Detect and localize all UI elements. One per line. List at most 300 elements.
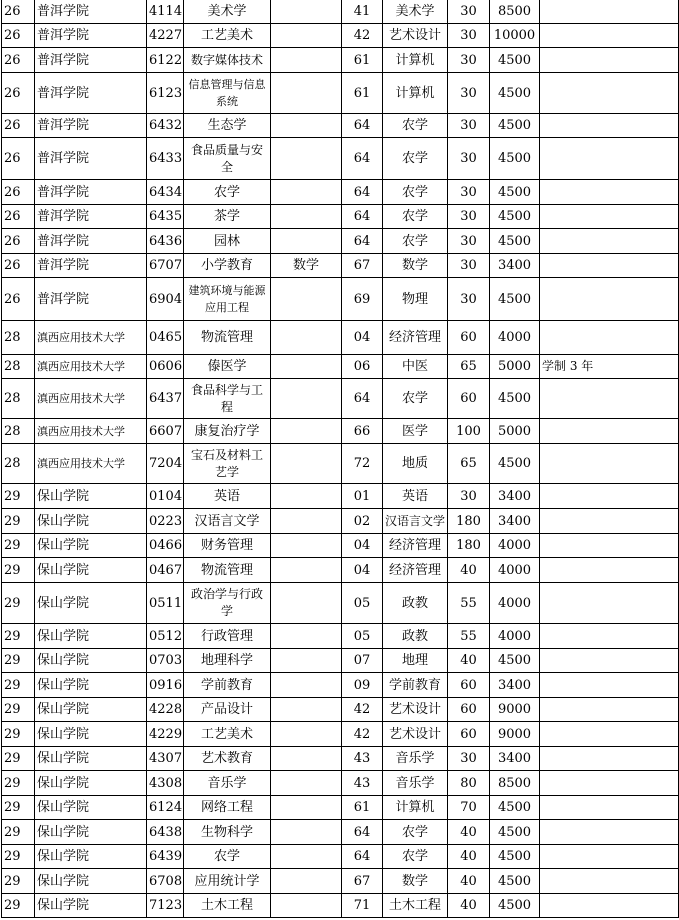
cell-note (540, 583, 679, 624)
cell-note (540, 698, 679, 722)
cell-school-name: 保山学院 (35, 845, 147, 869)
cell-direction (271, 558, 342, 583)
table-row (2, 673, 679, 698)
cell-tuition-fee: 4500 (490, 869, 540, 894)
cell-tuition-fee: 4000 (490, 321, 540, 355)
cell-major-code: 0606 (147, 355, 184, 379)
cell-category: 中医 (383, 355, 448, 379)
cell-major-code: 7123 (147, 894, 184, 918)
cell-school-name: 普洱学院 (35, 229, 147, 254)
cell-category-code: 06 (342, 355, 383, 379)
cell-category: 学前教育 (383, 673, 448, 698)
cell-school-number: 29 (2, 747, 35, 771)
cell-note (540, 894, 679, 918)
cell-category-code: 71 (342, 894, 383, 918)
cell-direction (271, 379, 342, 419)
cell-direction (271, 114, 342, 138)
cell-category: 美术学 (383, 0, 448, 24)
cell-note (540, 205, 679, 229)
cell-direction (271, 698, 342, 722)
cell-major-name: 傣医学 (184, 355, 271, 379)
cell-category: 音乐学 (383, 747, 448, 771)
cell-major-name: 行政管理 (184, 624, 271, 649)
cell-school-number: 29 (2, 624, 35, 649)
cell-major-name: 工艺美术 (184, 24, 271, 48)
cell-category-code: 04 (342, 534, 383, 558)
cell-category: 计算机 (383, 73, 448, 114)
cell-major-name: 英语 (184, 484, 271, 509)
cell-major-code: 0465 (147, 321, 184, 355)
cell-note (540, 509, 679, 534)
cell-major-code: 6434 (147, 180, 184, 205)
cell-school-number: 28 (2, 419, 35, 444)
cell-school-number: 29 (2, 484, 35, 509)
cell-school-name: 保山学院 (35, 583, 147, 624)
cell-direction (271, 583, 342, 624)
cell-major-name: 工艺美术 (184, 722, 271, 747)
cell-direction (271, 180, 342, 205)
cell-school-name: 保山学院 (35, 820, 147, 845)
cell-plan-count: 30 (448, 114, 490, 138)
cell-note: 学制 3 年 (540, 355, 679, 379)
cell-category-code: 64 (342, 820, 383, 845)
cell-plan-count: 30 (448, 229, 490, 254)
cell-category-code: 05 (342, 583, 383, 624)
cell-major-code: 6433 (147, 138, 184, 180)
cell-tuition-fee: 9000 (490, 698, 540, 722)
table-row (2, 894, 679, 918)
cell-category-code: 43 (342, 747, 383, 771)
table-row (2, 114, 679, 138)
table-row (2, 869, 679, 894)
table-row (2, 48, 679, 73)
table-row (2, 138, 679, 180)
cell-major-name: 财务管理 (184, 534, 271, 558)
cell-category: 经济管理 (383, 534, 448, 558)
cell-major-name: 政治学与行政学 (184, 583, 271, 624)
cell-major-code: 6438 (147, 820, 184, 845)
cell-note (540, 254, 679, 278)
cell-plan-count: 30 (448, 180, 490, 205)
cell-category: 土木工程 (383, 894, 448, 918)
table-row (2, 254, 679, 278)
cell-tuition-fee: 4000 (490, 534, 540, 558)
table-row (2, 73, 679, 114)
cell-category: 农学 (383, 229, 448, 254)
cell-school-number: 26 (2, 0, 35, 24)
cell-school-number: 29 (2, 673, 35, 698)
cell-plan-count: 100 (448, 419, 490, 444)
table-row (2, 24, 679, 48)
cell-note (540, 444, 679, 484)
table-row (2, 796, 679, 820)
cell-school-name: 普洱学院 (35, 278, 147, 321)
cell-plan-count: 30 (448, 48, 490, 73)
cell-category-code: 64 (342, 845, 383, 869)
cell-direction (271, 771, 342, 796)
table-row (2, 321, 679, 355)
cell-plan-count: 70 (448, 796, 490, 820)
cell-major-name: 生物科学 (184, 820, 271, 845)
table-row (2, 355, 679, 379)
cell-tuition-fee: 10000 (490, 24, 540, 48)
cell-note (540, 180, 679, 205)
table-row (2, 534, 679, 558)
cell-direction (271, 673, 342, 698)
cell-category: 音乐学 (383, 771, 448, 796)
cell-note (540, 534, 679, 558)
cell-plan-count: 30 (448, 747, 490, 771)
cell-major-code: 6439 (147, 845, 184, 869)
cell-note (540, 0, 679, 24)
cell-category: 计算机 (383, 796, 448, 820)
cell-direction (271, 48, 342, 73)
cell-category: 农学 (383, 820, 448, 845)
cell-plan-count: 30 (448, 24, 490, 48)
cell-tuition-fee: 4000 (490, 558, 540, 583)
cell-school-number: 26 (2, 205, 35, 229)
cell-school-number: 26 (2, 73, 35, 114)
cell-major-name: 地理科学 (184, 649, 271, 673)
cell-school-name: 保山学院 (35, 509, 147, 534)
cell-plan-count: 60 (448, 722, 490, 747)
cell-major-code: 4307 (147, 747, 184, 771)
cell-major-name: 生态学 (184, 114, 271, 138)
cell-tuition-fee: 4500 (490, 845, 540, 869)
cell-school-name: 保山学院 (35, 484, 147, 509)
cell-school-name: 滇西应用技术大学 (35, 355, 147, 379)
cell-tuition-fee: 4500 (490, 894, 540, 918)
cell-note (540, 624, 679, 649)
cell-note (540, 747, 679, 771)
table-row (2, 820, 679, 845)
cell-major-name: 音乐学 (184, 771, 271, 796)
cell-plan-count: 65 (448, 444, 490, 484)
cell-category-code: 64 (342, 205, 383, 229)
cell-plan-count: 40 (448, 894, 490, 918)
cell-school-name: 普洱学院 (35, 48, 147, 73)
cell-major-code: 4229 (147, 722, 184, 747)
cell-direction (271, 869, 342, 894)
cell-direction: 数学 (271, 254, 342, 278)
cell-major-name: 宝石及材料工艺学 (184, 444, 271, 484)
cell-direction (271, 509, 342, 534)
cell-category-code: 05 (342, 624, 383, 649)
table-row (2, 649, 679, 673)
cell-school-number: 29 (2, 796, 35, 820)
cell-major-code: 6123 (147, 73, 184, 114)
cell-school-name: 普洱学院 (35, 205, 147, 229)
cell-category-code: 42 (342, 722, 383, 747)
cell-major-code: 6122 (147, 48, 184, 73)
cell-category: 地理 (383, 649, 448, 673)
cell-tuition-fee: 4500 (490, 114, 540, 138)
table-row (2, 845, 679, 869)
cell-direction (271, 845, 342, 869)
cell-category: 经济管理 (383, 558, 448, 583)
cell-category: 计算机 (383, 48, 448, 73)
cell-category: 政教 (383, 583, 448, 624)
cell-major-code: 0466 (147, 534, 184, 558)
cell-major-name: 艺术教育 (184, 747, 271, 771)
cell-direction (271, 796, 342, 820)
cell-major-code: 6707 (147, 254, 184, 278)
cell-major-code: 0512 (147, 624, 184, 649)
cell-school-name: 普洱学院 (35, 114, 147, 138)
cell-tuition-fee: 4500 (490, 205, 540, 229)
cell-school-number: 29 (2, 509, 35, 534)
cell-plan-count: 30 (448, 254, 490, 278)
cell-major-code: 6436 (147, 229, 184, 254)
cell-tuition-fee: 8500 (490, 0, 540, 24)
cell-school-number: 26 (2, 229, 35, 254)
cell-direction (271, 444, 342, 484)
table-row (2, 278, 679, 321)
cell-direction (271, 24, 342, 48)
cell-plan-count: 30 (448, 138, 490, 180)
cell-school-number: 26 (2, 24, 35, 48)
cell-plan-count: 180 (448, 534, 490, 558)
cell-major-name: 食品质量与安全 (184, 138, 271, 180)
cell-school-number: 29 (2, 583, 35, 624)
cell-note (540, 229, 679, 254)
cell-major-code: 4228 (147, 698, 184, 722)
cell-category-code: 67 (342, 254, 383, 278)
cell-major-name: 应用统计学 (184, 869, 271, 894)
cell-category-code: 64 (342, 180, 383, 205)
cell-school-number: 28 (2, 379, 35, 419)
cell-category-code: 04 (342, 321, 383, 355)
cell-tuition-fee: 8500 (490, 771, 540, 796)
table-row (2, 583, 679, 624)
cell-note (540, 419, 679, 444)
cell-category-code: 64 (342, 229, 383, 254)
cell-category: 艺术设计 (383, 722, 448, 747)
cell-category-code: 67 (342, 869, 383, 894)
cell-category-code: 64 (342, 114, 383, 138)
cell-school-name: 保山学院 (35, 747, 147, 771)
cell-school-name: 普洱学院 (35, 180, 147, 205)
enrollment-plan-table (1, 0, 679, 918)
cell-tuition-fee: 4500 (490, 73, 540, 114)
cell-major-name: 美术学 (184, 0, 271, 24)
table-row (2, 484, 679, 509)
cell-plan-count: 40 (448, 649, 490, 673)
table-row (2, 229, 679, 254)
cell-category: 地质 (383, 444, 448, 484)
cell-major-name: 小学教育 (184, 254, 271, 278)
cell-tuition-fee: 4500 (490, 180, 540, 205)
cell-category: 数学 (383, 254, 448, 278)
cell-note (540, 558, 679, 583)
cell-category: 英语 (383, 484, 448, 509)
cell-category-code: 41 (342, 0, 383, 24)
cell-direction (271, 534, 342, 558)
cell-category-code: 69 (342, 278, 383, 321)
cell-plan-count: 40 (448, 845, 490, 869)
table-row (2, 698, 679, 722)
cell-category: 农学 (383, 845, 448, 869)
cell-tuition-fee: 4500 (490, 649, 540, 673)
table-row (2, 419, 679, 444)
table-row (2, 509, 679, 534)
cell-plan-count: 30 (448, 278, 490, 321)
cell-major-code: 0511 (147, 583, 184, 624)
cell-direction (271, 747, 342, 771)
cell-direction (271, 73, 342, 114)
cell-school-name: 保山学院 (35, 558, 147, 583)
cell-plan-count: 180 (448, 509, 490, 534)
cell-category: 经济管理 (383, 321, 448, 355)
cell-category-code: 66 (342, 419, 383, 444)
cell-tuition-fee: 5000 (490, 355, 540, 379)
cell-major-code: 0703 (147, 649, 184, 673)
cell-school-number: 26 (2, 278, 35, 321)
cell-major-name: 数字媒体技术 (184, 48, 271, 73)
cell-category-code: 61 (342, 73, 383, 114)
cell-category-code: 07 (342, 649, 383, 673)
cell-major-code: 0916 (147, 673, 184, 698)
cell-category-code: 04 (342, 558, 383, 583)
cell-direction (271, 205, 342, 229)
cell-note (540, 379, 679, 419)
cell-category: 汉语言文学 (383, 509, 448, 534)
cell-tuition-fee: 4500 (490, 229, 540, 254)
cell-plan-count: 40 (448, 869, 490, 894)
cell-school-name: 保山学院 (35, 722, 147, 747)
cell-major-name: 学前教育 (184, 673, 271, 698)
cell-school-number: 29 (2, 649, 35, 673)
cell-direction (271, 722, 342, 747)
cell-major-code: 6435 (147, 205, 184, 229)
cell-note (540, 771, 679, 796)
cell-tuition-fee: 3400 (490, 484, 540, 509)
cell-note (540, 673, 679, 698)
cell-school-name: 保山学院 (35, 894, 147, 918)
cell-major-code: 4227 (147, 24, 184, 48)
cell-major-code: 0104 (147, 484, 184, 509)
cell-major-code: 6904 (147, 278, 184, 321)
table-row (2, 722, 679, 747)
cell-tuition-fee: 5000 (490, 419, 540, 444)
cell-plan-count: 60 (448, 698, 490, 722)
cell-category-code: 02 (342, 509, 383, 534)
cell-plan-count: 40 (448, 820, 490, 845)
cell-plan-count: 60 (448, 379, 490, 419)
cell-category-code: 09 (342, 673, 383, 698)
cell-note (540, 484, 679, 509)
cell-school-name: 保山学院 (35, 796, 147, 820)
cell-note (540, 845, 679, 869)
cell-note (540, 321, 679, 355)
cell-plan-count: 30 (448, 484, 490, 509)
cell-note (540, 820, 679, 845)
cell-category-code: 64 (342, 379, 383, 419)
cell-direction (271, 355, 342, 379)
table-row (2, 0, 679, 24)
cell-school-number: 26 (2, 180, 35, 205)
cell-school-name: 滇西应用技术大学 (35, 379, 147, 419)
cell-major-code: 6124 (147, 796, 184, 820)
cell-plan-count: 40 (448, 558, 490, 583)
cell-category: 医学 (383, 419, 448, 444)
cell-major-name: 信息管理与信息系统 (184, 73, 271, 114)
cell-school-number: 28 (2, 355, 35, 379)
cell-note (540, 869, 679, 894)
cell-plan-count: 65 (448, 355, 490, 379)
cell-school-name: 普洱学院 (35, 254, 147, 278)
cell-category-code: 72 (342, 444, 383, 484)
cell-tuition-fee: 3400 (490, 509, 540, 534)
cell-major-name: 食品科学与工程 (184, 379, 271, 419)
cell-note (540, 722, 679, 747)
cell-school-name: 普洱学院 (35, 24, 147, 48)
cell-major-code: 0223 (147, 509, 184, 534)
cell-tuition-fee: 4000 (490, 583, 540, 624)
cell-tuition-fee: 4500 (490, 48, 540, 73)
cell-school-name: 保山学院 (35, 869, 147, 894)
cell-tuition-fee: 4500 (490, 820, 540, 845)
table-row (2, 379, 679, 419)
cell-major-code: 0467 (147, 558, 184, 583)
cell-school-name: 普洱学院 (35, 0, 147, 24)
cell-category-code: 01 (342, 484, 383, 509)
cell-note (540, 278, 679, 321)
cell-direction (271, 820, 342, 845)
cell-major-name: 建筑环境与能源应用工程 (184, 278, 271, 321)
cell-category: 农学 (383, 138, 448, 180)
cell-direction (271, 419, 342, 444)
cell-category: 艺术设计 (383, 698, 448, 722)
cell-school-number: 28 (2, 444, 35, 484)
cell-school-number: 26 (2, 114, 35, 138)
cell-major-code: 6437 (147, 379, 184, 419)
cell-major-name: 农学 (184, 180, 271, 205)
cell-school-number: 29 (2, 534, 35, 558)
cell-school-number: 29 (2, 845, 35, 869)
table-row (2, 205, 679, 229)
table-row (2, 771, 679, 796)
cell-category: 农学 (383, 180, 448, 205)
cell-plan-count: 30 (448, 205, 490, 229)
cell-major-name: 农学 (184, 845, 271, 869)
cell-school-number: 26 (2, 254, 35, 278)
cell-major-code: 6708 (147, 869, 184, 894)
cell-plan-count: 30 (448, 73, 490, 114)
table-row (2, 444, 679, 484)
cell-school-name: 保山学院 (35, 673, 147, 698)
cell-school-number: 26 (2, 48, 35, 73)
cell-school-name: 保山学院 (35, 624, 147, 649)
cell-direction (271, 138, 342, 180)
cell-note (540, 796, 679, 820)
cell-school-number: 26 (2, 138, 35, 180)
cell-category-code: 43 (342, 771, 383, 796)
cell-category: 艺术设计 (383, 24, 448, 48)
cell-direction (271, 649, 342, 673)
table-body (2, 0, 679, 918)
cell-major-code: 4308 (147, 771, 184, 796)
table-row (2, 624, 679, 649)
cell-major-code: 4114 (147, 0, 184, 24)
cell-tuition-fee: 4500 (490, 138, 540, 180)
cell-major-name: 汉语言文学 (184, 509, 271, 534)
cell-major-code: 6432 (147, 114, 184, 138)
cell-category: 农学 (383, 379, 448, 419)
cell-school-number: 29 (2, 869, 35, 894)
cell-plan-count: 60 (448, 673, 490, 698)
cell-plan-count: 55 (448, 583, 490, 624)
